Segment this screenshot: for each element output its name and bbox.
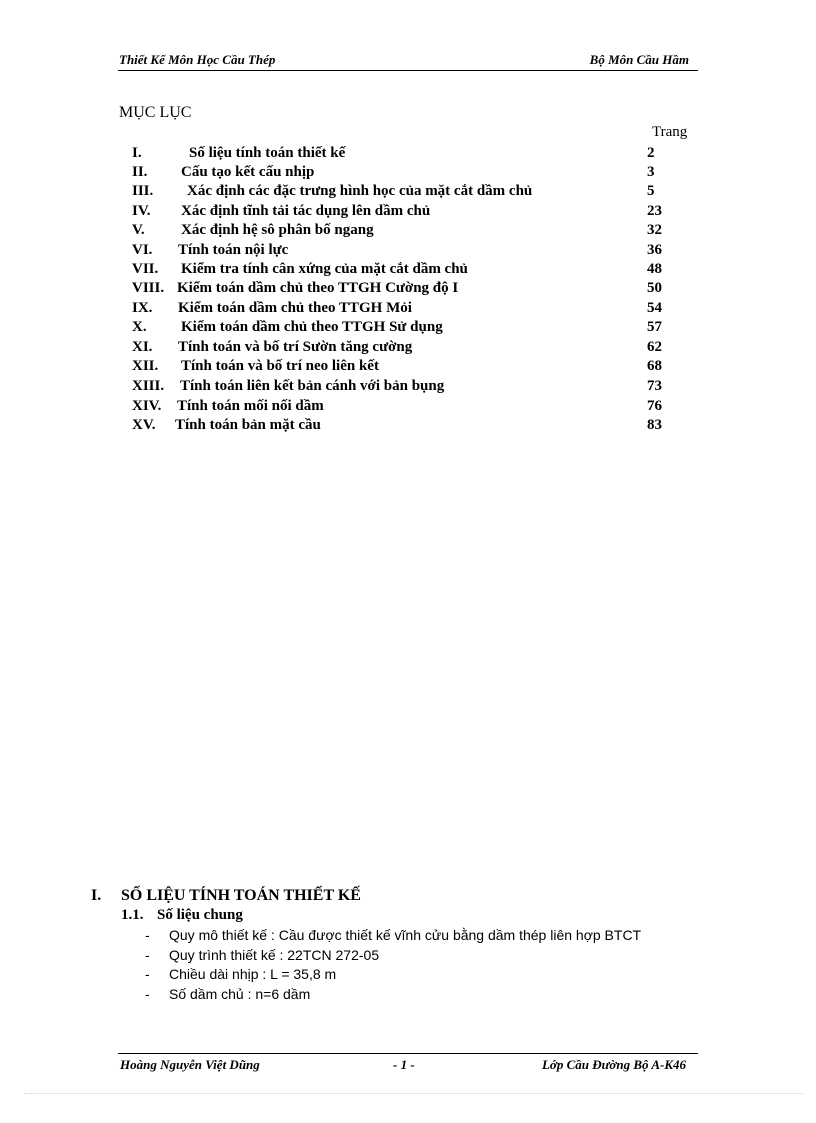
footer-left: Hoàng Nguyễn Việt Dũng <box>120 1057 260 1072</box>
toc-item-title: Xác định các đặc trưng hình học của mặt cắt dầm chủ <box>187 183 533 199</box>
toc-item[interactable] <box>0 300 816 320</box>
section-number: I. <box>91 887 102 904</box>
toc-item-page: 48 <box>647 261 662 277</box>
toc-item-number: XV. <box>132 417 156 433</box>
bullet-dash: - <box>145 966 150 982</box>
toc-item-page: 36 <box>647 242 662 258</box>
toc-item[interactable] <box>0 242 816 262</box>
toc-item-number: VIII. <box>132 280 165 296</box>
toc-item-page: 54 <box>647 300 662 316</box>
toc-item-number: VI. <box>132 242 153 258</box>
toc-item-number: XIII. <box>132 378 165 394</box>
toc-item-title: Xác định tĩnh tải tác dụng lên dầm chủ <box>181 203 431 219</box>
list-item <box>0 947 816 967</box>
toc-item-page: 23 <box>647 203 662 219</box>
toc-item[interactable] <box>0 358 816 378</box>
toc-item-title: Kiểm tra tính cân xứng của mặt cắt dầm chủ <box>181 261 468 277</box>
subsection-number: 1.1. <box>121 907 144 923</box>
toc-item-number: IX. <box>132 300 153 316</box>
toc-item-page: 5 <box>647 183 655 199</box>
toc-item-page: 83 <box>647 417 662 433</box>
header-right: Bộ Môn Cầu Hầm <box>589 52 689 67</box>
toc-item-title: Kiểm toán dầm chủ theo TTGH Cường độ I <box>177 280 459 296</box>
toc-item-page: 57 <box>647 319 662 335</box>
toc-item-title: Kiểm toán dầm chủ theo TTGH Sử dụng <box>181 319 443 335</box>
toc-item[interactable] <box>0 261 816 281</box>
toc-item[interactable] <box>0 203 816 223</box>
page-edge-line <box>24 1093 804 1094</box>
toc-item[interactable] <box>0 222 816 242</box>
toc-item-number: XI. <box>132 339 153 355</box>
page-number: - 1 - <box>393 1057 415 1072</box>
toc-item-page: 62 <box>647 339 662 355</box>
toc-item[interactable] <box>0 319 816 339</box>
toc-item-page: 50 <box>647 280 662 296</box>
toc-item[interactable] <box>0 398 816 418</box>
footer-right: Lớp Cầu Đường Bộ A-K46 <box>541 1057 686 1072</box>
footer-rule <box>118 1053 698 1054</box>
bullet-dash: - <box>145 986 150 1002</box>
toc-item-title: Tính toán liên kết bản cánh với bản bụng <box>180 378 445 394</box>
toc-item-title: Cấu tạo kết cấu nhịp <box>181 164 315 180</box>
header-left: Thiết Kế Môn Học Cầu Thép <box>119 52 276 67</box>
toc-item-title: Tính toán nội lực <box>178 242 289 258</box>
toc-item-title: Kiểm toán dầm chủ theo TTGH Mỏi <box>178 300 412 316</box>
list-item <box>0 966 816 986</box>
toc-item-number: XII. <box>132 358 159 374</box>
toc-item-page: 32 <box>647 222 662 238</box>
toc-item[interactable] <box>0 339 816 359</box>
toc-page-label: Trang <box>652 124 688 140</box>
list-item-text: Quy mô thiết kế : Cầu được thiết kế vĩnh cửu bằng dầm thép liên hợp BTCT <box>169 927 642 943</box>
toc-item-number: X. <box>132 319 147 335</box>
toc-item-number: V. <box>132 222 145 238</box>
toc-item[interactable] <box>0 164 816 184</box>
toc-item-number: IV. <box>132 203 151 219</box>
list-item <box>0 986 816 1006</box>
toc-item[interactable] <box>0 417 816 437</box>
toc-item-page: 76 <box>647 398 662 414</box>
toc-item-number: II. <box>132 164 148 180</box>
list-item-text: Quy trình thiết kế : 22TCN 272-05 <box>169 947 380 963</box>
toc-item[interactable] <box>0 183 816 203</box>
toc-item-title: Xác định hệ sô phân bố ngang <box>181 222 374 238</box>
toc-item-page: 3 <box>647 164 655 180</box>
toc-item-title: Tính toán bản mặt cầu <box>175 417 321 433</box>
toc-item-page: 73 <box>647 378 662 394</box>
toc-item-number: III. <box>132 183 154 199</box>
toc-item[interactable] <box>0 280 816 300</box>
toc-item-title: Tính toán và bố trí neo liên kết <box>181 358 379 374</box>
bullet-dash: - <box>145 927 150 943</box>
list-item-text: Số dầm chủ : n=6 dầm <box>169 986 311 1002</box>
toc-item-page: 68 <box>647 358 662 374</box>
toc-title: MỤC LỤC <box>119 104 192 121</box>
list-item-text: Chiều dài nhịp : L = 35,8 m <box>169 966 337 982</box>
toc-item-number: VII. <box>132 261 159 277</box>
section-title: SỐ LIỆU TÍNH TOÁN THIẾT KẾ <box>121 887 361 904</box>
header-rule <box>118 70 698 71</box>
toc-item-page: 2 <box>647 145 655 161</box>
toc-item-title: Tính toán mối nối dầm <box>177 398 324 414</box>
toc-item-number: I. <box>132 145 142 161</box>
toc-item[interactable] <box>0 145 816 165</box>
toc-item-title: Tính toán và bố trí Sườn tăng cường <box>178 339 413 355</box>
subsection-title: Số liệu chung <box>157 907 243 923</box>
list-item <box>0 927 816 947</box>
toc-item-title: Số liệu tính toán thiết kế <box>189 145 346 161</box>
toc-item[interactable] <box>0 378 816 398</box>
bullet-dash: - <box>145 947 150 963</box>
toc-item-number: XIV. <box>132 398 162 414</box>
